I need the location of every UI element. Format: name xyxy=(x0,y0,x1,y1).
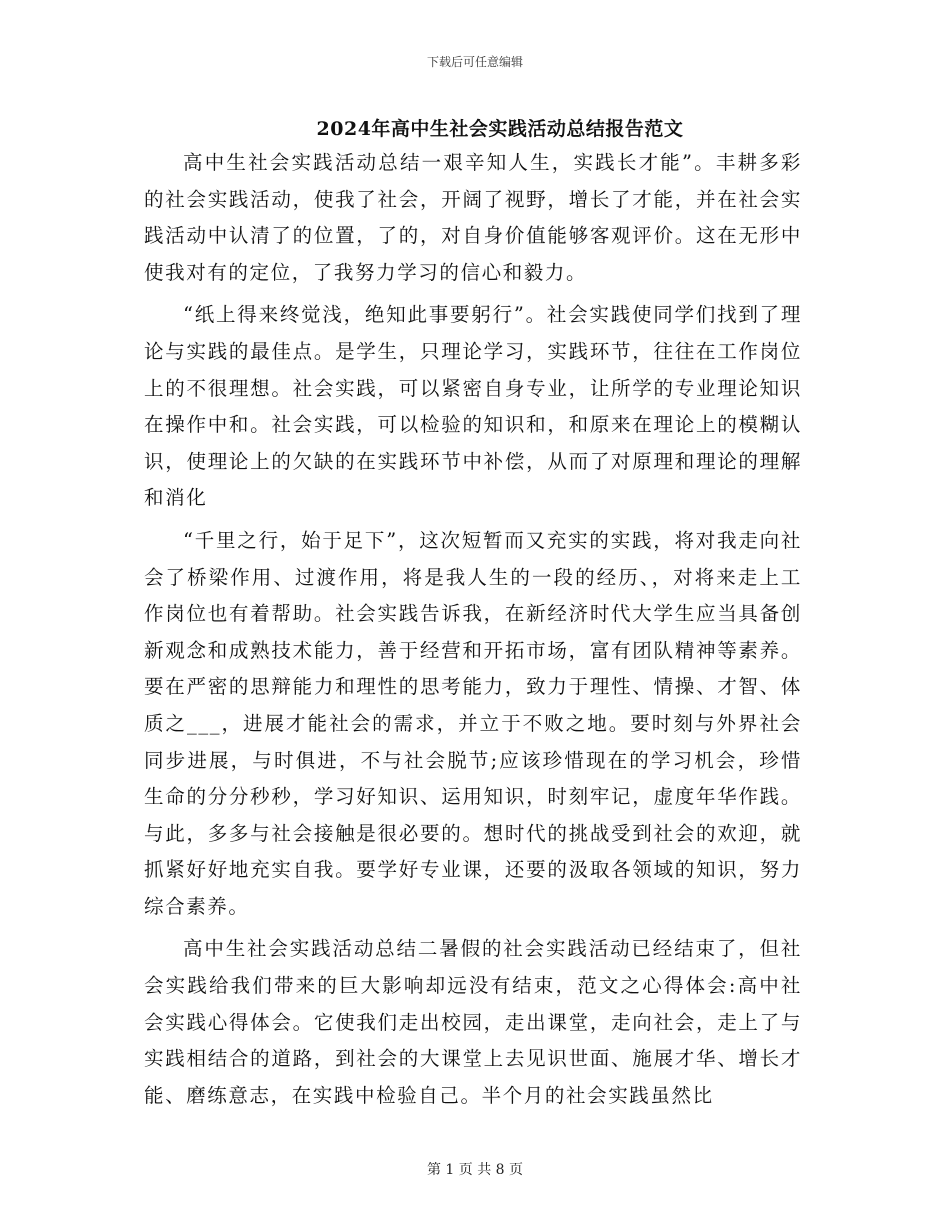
document-body xyxy=(144,145,802,1120)
page-footer: 第 1 页 共 8 页 xyxy=(426,1162,524,1178)
paragraph: “纸上得来终觉浅，绝知此事要躬行”。社会实践使同学们找到了理论与实践的最佳点。是学生，只理论学习，实践环节，往往在工作岗位上的不很理想。社会实践，可以紧密自身专业，让所学的专业理论知识在操作中和。社会实践，可以检验的知识和，和原来在理论上的模糊认识，使理论上的欠缺的在实践环节中补偿，从而了对原理和理论的理解和消化 xyxy=(144,303,802,510)
paragraph: 高中生社会实践活动总结二暑假的社会实践活动已经结束了，但社会实践给我们带来的巨大影响却远没有结束，范文之心得体会:高中社会实践心得体会。它使我们走出校园，走出课堂，走向社会，走上了与实践相结合的道路，到社会的大课堂上去见识世面、施展才华、增长才能、磨练意志，在实践中检验自己。半个月的社会实践虽然比 xyxy=(144,937,802,1107)
page-header: 下载后可任意编辑 xyxy=(426,55,523,69)
document-title: 2024年高中生社会实践活动总结报告范文 xyxy=(316,118,684,140)
paragraph: 高中生社会实践活动总结一艰辛知人生，实践长才能”。丰耕多彩的社会实践活动，使我了社会，开阔了视野，增长了才能，并在社会实践活动中认清了的位置，了的，对自身价值能够客观评价。这在无形中使我对有的定位，了我努力学习的信心和毅力。 xyxy=(144,151,802,284)
paragraph: “千里之行，始于足下”，这次短暂而又充实的实践，将对我走向社会了桥梁作用、过渡作用，将是我人生的一段的经历、，对将来走上工作岗位也有着帮助。社会实践告诉我，在新经济时代大学生应当具备创新观念和成熟技术能力，善于经营和开拓市场，富有团队精神等素养。要在严密的思辩能力和理性的思考能力，致力于理性、情操、才智、体质之___，进展才能社会的需求，并立于不败之地。要时刻与外界社会同步进展，与时俱进，不与社会脱节;应该珍惜现在的学习机会，珍惜生命的分分秒秒，学习好知识、运用知识，时刻牢记，虚度年华作践。与此，多多与社会接触是很必要的。想时代的挑战受到社会的欢迎，就抓紧好好地充实自我。要学好专业课，还要的汲取各领域的知识，努力综合素养。 xyxy=(144,528,802,918)
